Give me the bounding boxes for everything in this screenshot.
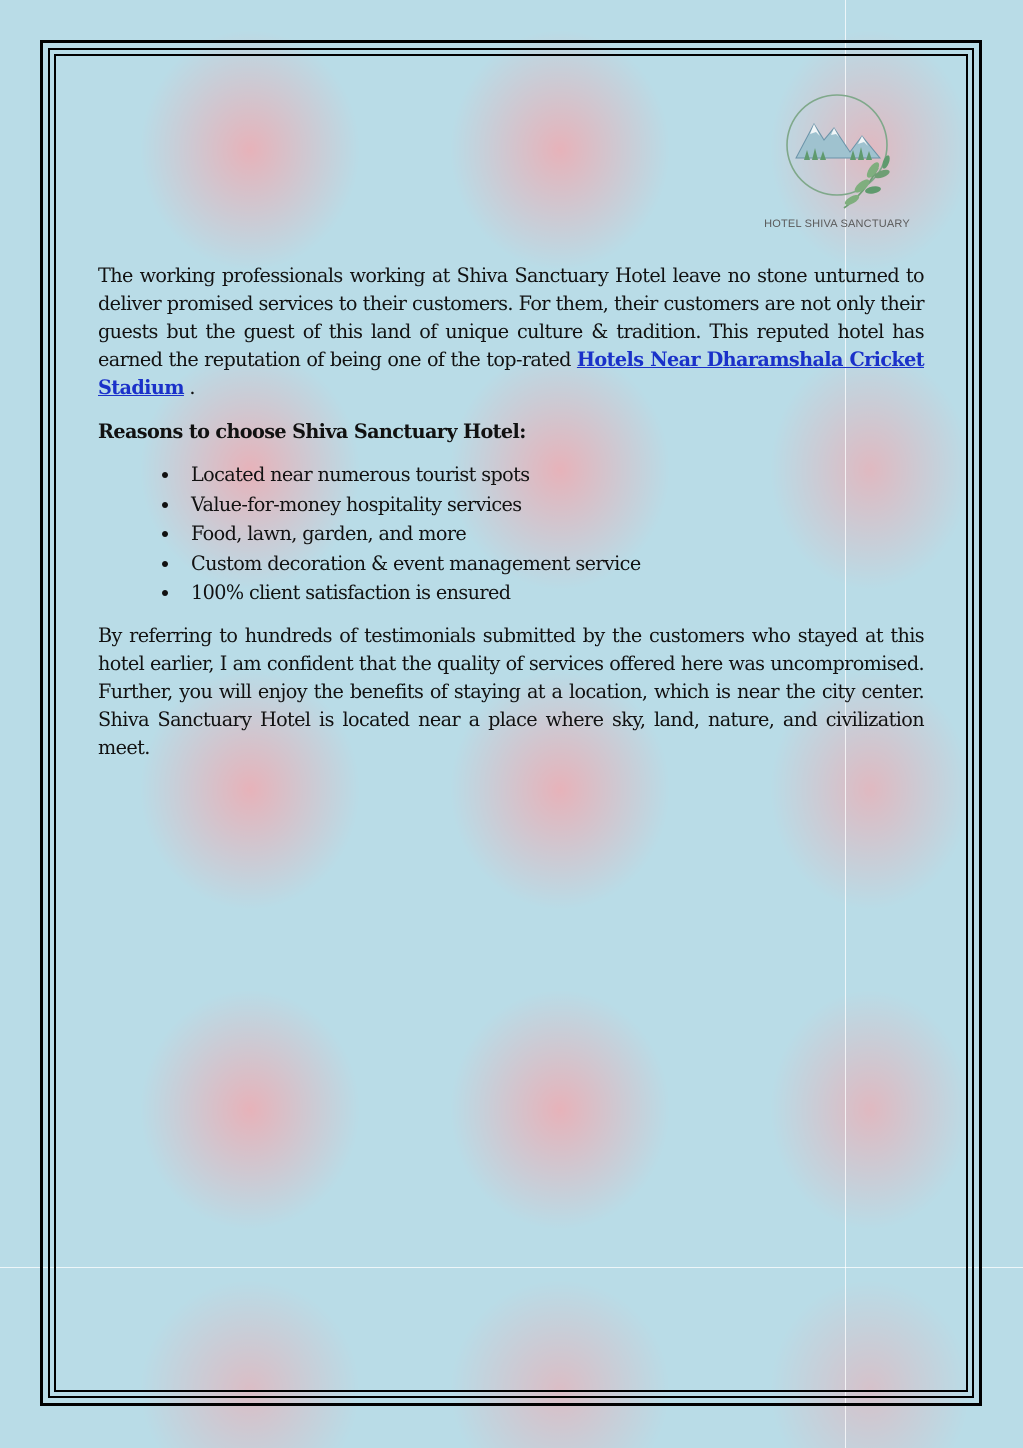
logo-wordmark: HOTEL SHIVA SANCTUARY (764, 218, 910, 230)
bullet-icon (162, 531, 168, 537)
intro-paragraph (98, 262, 924, 402)
bullet-icon (162, 502, 168, 508)
reasons-list (98, 460, 924, 608)
bullet-icon (162, 561, 168, 567)
article-body (98, 262, 924, 762)
list-item: Located near numerous tourist spots (191, 460, 924, 490)
hotels-near-stadium-link[interactable]: Hotels Near Dharamshala Cricket Stadium (98, 348, 924, 399)
list-item: Value-for-money hospitality services (191, 490, 924, 520)
intro-text-end: . (183, 376, 195, 399)
list-item: Custom decoration & event management service (191, 549, 924, 579)
list-item: 100% client satisfaction is ensured (191, 578, 924, 608)
bullet-icon (162, 590, 168, 596)
reasons-heading: Reasons to choose Shiva Sanctuary Hotel: (98, 420, 526, 443)
list-item: Food, lawn, garden, and more (191, 519, 924, 549)
hotel-logo (752, 90, 922, 235)
mountain-leaf-logo-icon (752, 90, 922, 215)
bullet-icon (162, 472, 168, 478)
closing-paragraph: By referring to hundreds of testimonials submitted by the customers who stayed at this hotel earlier, I am confident that the quality of services offered here was uncompromised. Further, you will enjoy the benefits of staying at a location, which is near the city center. Shiva Sanctuary Hotel is located near a place where sky, land, nature, and civilization meet. (98, 623, 924, 759)
intro-text: The working professionals working at Shiva Sanctuary Hotel leave no stone unturned to deliver promised services to their customers. For them, their customers are not only their guests but the guest of this land of unique culture & tradition. This reputed hotel has earned the reputation of being one of the top-rated (98, 264, 924, 371)
